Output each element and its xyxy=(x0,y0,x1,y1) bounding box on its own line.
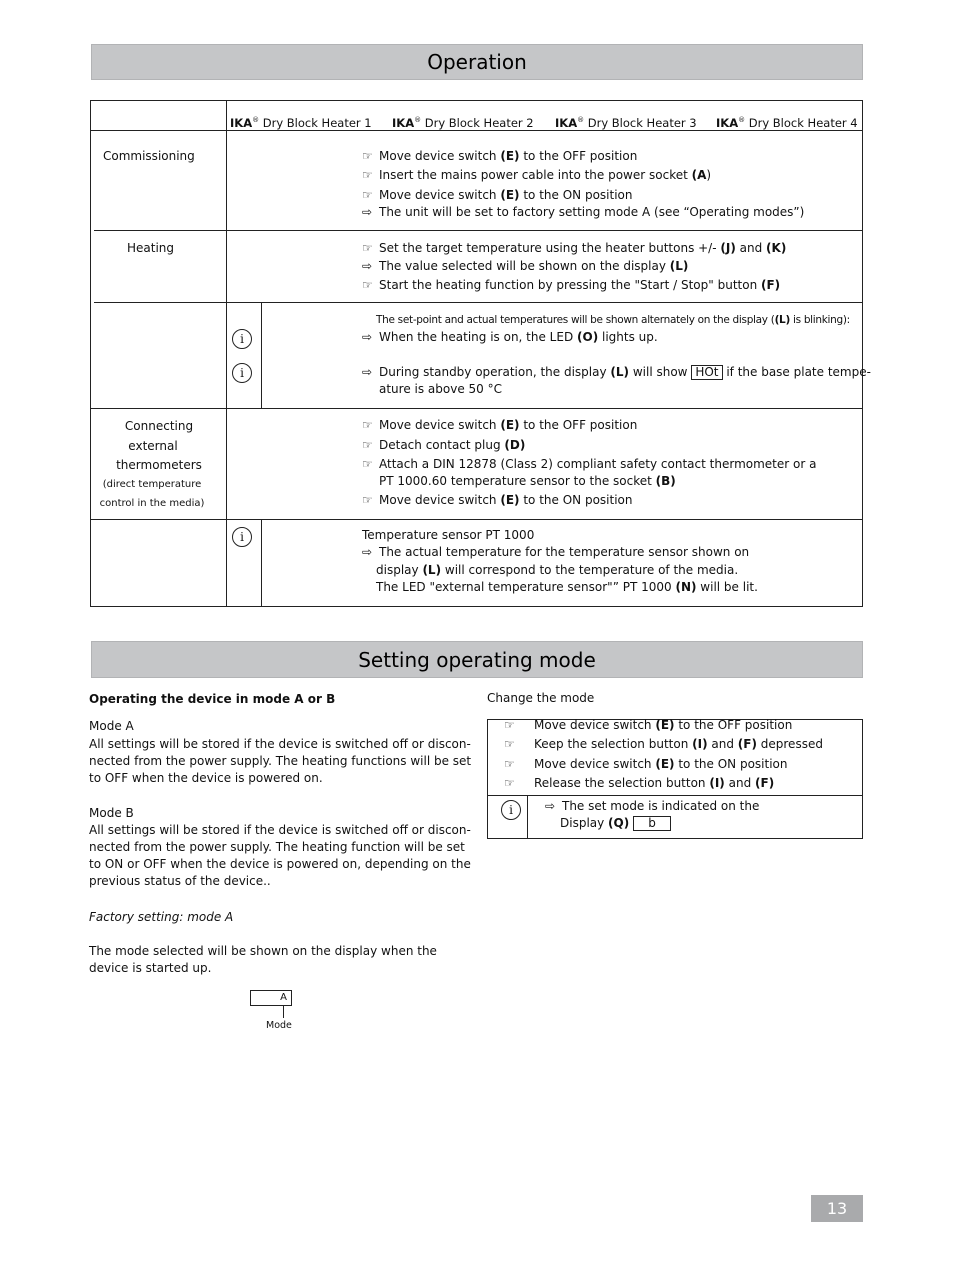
heading-mode-a-or-b: Operating the device in mode A or B xyxy=(89,692,336,706)
hand-pointer-icon: ☞ xyxy=(504,718,515,732)
hand-pointer-icon: ☞ xyxy=(504,776,515,790)
mode-display-note: The mode selected will be shown on the display when the device is started up. xyxy=(89,944,437,975)
info-icon: i xyxy=(501,800,521,820)
info-icon: i xyxy=(232,527,252,547)
info-icon: i xyxy=(232,363,252,383)
info-heating-led: ⇨ When the heating is on, the LED (O) lights up. xyxy=(362,330,658,344)
heating-steps: ☞ Set the target temperature using the heater buttons +/- (J) and (K) ⇨ The value selected will be shown on the display (L) ☞ Start the heating function by pressing the "Start / Stop" button (F) xyxy=(362,241,787,292)
hand-pointer-icon: ☞ xyxy=(362,149,373,163)
info-standby-text: ⇨ During standby operation, the display (L) will show HOt if the base plate tempe- ature is above 50 °C xyxy=(362,365,871,396)
mode-a-text: All settings will be stored if the device is switched off or discon- nected from the power supply. The heating functions will be set to OFF when the device is powered on. xyxy=(89,737,472,785)
connecting-steps: ☞ Move device switch (E) to the OFF position ☞ Detach contact plug (D) ☞ Attach a DIN 12878 (Class 2) compliant safety contact thermometer or a PT 1000.60 temperature sensor to the socket (B) ☞ Move device switch (E) to the ON position xyxy=(362,418,817,507)
mode-b-display-box: b xyxy=(633,816,671,831)
arrow-right-icon: ⇨ xyxy=(362,205,373,219)
hand-pointer-icon: ☞ xyxy=(362,438,373,452)
mode-a-title: Mode A xyxy=(89,719,134,733)
mode-b-title: Mode B xyxy=(89,806,134,820)
arrow-right-icon: ⇨ xyxy=(362,365,373,379)
section-title-setting-mode: Setting operating mode xyxy=(91,641,863,678)
model-header-4: IKA® Dry Block Heater 4 xyxy=(716,115,858,130)
arrow-right-icon: ⇨ xyxy=(362,330,373,344)
change-mode-steps: ☞ Move device switch (E) to the OFF position ☞ Keep the selection button (I) and (F) depressed ☞ Move device switch (E) to the ON position ☞ Release the selection button (I) and (F) xyxy=(504,718,823,790)
section-title-operation: Operation xyxy=(91,44,863,80)
hand-pointer-icon: ☞ xyxy=(362,493,373,507)
hand-pointer-icon: ☞ xyxy=(362,168,373,182)
hand-pointer-icon: ☞ xyxy=(504,737,515,751)
arrow-right-icon: ⇨ xyxy=(362,259,373,273)
arrow-right-icon: ⇨ xyxy=(362,545,373,559)
info-setpoint-text: The set-point and actual temperatures will be shown alternately on the display ((L) is blinking): xyxy=(376,314,850,326)
hand-pointer-icon: ☞ xyxy=(362,188,373,202)
info-icon: i xyxy=(232,329,252,349)
hand-pointer-icon: ☞ xyxy=(362,241,373,255)
page-number: 13 xyxy=(811,1195,863,1222)
row-label-commissioning: Commissioning xyxy=(103,149,195,163)
hand-pointer-icon: ☞ xyxy=(362,418,373,432)
arrow-right-icon: ⇨ xyxy=(545,799,556,813)
model-header-1: IKA® Dry Block Heater 1 xyxy=(230,115,372,130)
mode-b-text: All settings will be stored if the device is switched off or discon- nected from the power supply. The heating function will be set to ON or OFF when the device is powered on, depending on the previous status of the device.. xyxy=(89,823,471,888)
model-header-3: IKA® Dry Block Heater 3 xyxy=(555,115,697,130)
factory-setting-note: Factory setting: mode A xyxy=(89,910,234,924)
hand-pointer-icon: ☞ xyxy=(504,757,515,771)
commissioning-steps: ☞ Move device switch (E) to the OFF position ☞ Insert the mains power cable into the power socket (A) ☞ Move device switch (E) to the ON position ⇨ The unit will be set to factory setting mode A (see “Operating modes”) xyxy=(362,149,805,219)
change-mode-info: ⇨ The set mode is indicated on the Display (Q) b xyxy=(545,799,760,830)
info-pt1000-text: Temperature sensor PT 1000 ⇨ The actual temperature for the temperature sensor shown on display (L) will correspond to the temperature of the media. The LED "external temperature sensor"” PT 1000 (N) will be lit. xyxy=(362,528,758,594)
row-label-heating: Heating xyxy=(127,241,175,255)
mode-display-box: A xyxy=(250,990,292,1006)
hand-pointer-icon: ☞ xyxy=(362,457,373,471)
mode-display-label: Mode xyxy=(266,1020,292,1031)
hand-pointer-icon: ☞ xyxy=(362,278,373,292)
heading-change-mode: Change the mode xyxy=(487,691,595,705)
display-hot-indicator: HOt xyxy=(691,365,722,380)
model-header-2: IKA® Dry Block Heater 2 xyxy=(392,115,534,130)
row-label-connecting: Connecting external thermometers (direct temperature control in the media) xyxy=(99,419,205,509)
